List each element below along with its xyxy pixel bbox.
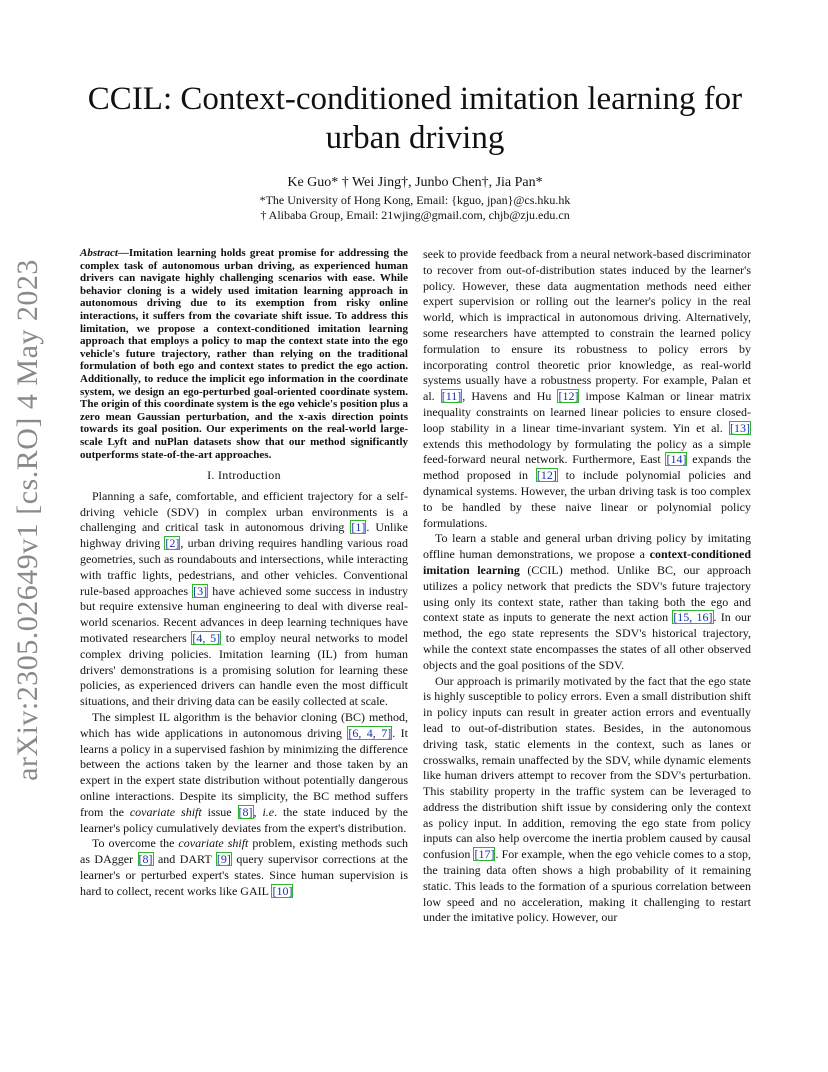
citation-link[interactable]: [10]: [272, 883, 293, 898]
text-run: Our approach is primarily motivated by the fact that the ego state is highly susceptible to policy errors. Even a small distribution shift in policy inputs can result in greater action errors and eventually lead to out-of-distribution states. Besides, in the autonomous driving task, static elements in the context, such as lanes or crosswalks, remain unaffected by the SDV, while dynamic elements like human drivers attempt to recover from the SDV's perturbation. This stability property in the traffic system can be leveraged to address the distribution shift issue by considering only the context as policy input. In addition, removing the ego state from policy inputs can also help overcome the inertia problem caused by causal confusion: [423, 673, 751, 862]
text-run: have achieved some success in industry but require extensive human engineering to deal with diverse real-world scenarios. Recent advances in deep learning techniques have motivated researchers: [80, 583, 408, 646]
citation-link[interactable]: [13]: [730, 420, 750, 435]
left-column: [80, 247, 408, 900]
text-run: . In our method, the ego state represents the SDV's historical trajectory, while the context state encompasses the states of all other observed objects and the goal positions of the SDV.: [423, 610, 751, 672]
text-run: to employ neural networks to model complex driving policies. Imitation learning (IL) from human drivers' demonstrations is a promising solution for learning these policies, as experienced drivers can handle even the most difficult situations, and their driving data can be easily collected at scale.: [80, 631, 408, 709]
text-run: and DART: [153, 852, 216, 867]
affiliation-alibaba: † Alibaba Group, Email: 21wjing@gmail.com, chjb@zju.edu.cn: [260, 208, 570, 222]
body-paragraph: [80, 489, 408, 710]
right-body-text: [423, 247, 751, 926]
text-run: . Unlike highway driving: [80, 520, 408, 551]
body-paragraph: [423, 674, 751, 927]
citation-link[interactable]: [17]: [474, 847, 495, 862]
affiliation-hku: *The University of Hong Kong, Email: {kguo, jpan}@cs.hku.hk: [259, 193, 571, 207]
citation-link[interactable]: [1]: [351, 520, 366, 535]
citation-link[interactable]: [3]: [193, 583, 208, 598]
text-run: query supervisor corrections at the learner's or perturbed expert's states. Since human supervision is hard to collect, recent works like GAIL: [80, 852, 408, 898]
body-paragraph: [80, 710, 408, 836]
text-run: Planning a safe, comfortable, and efficient trajectory for a self-driving vehicle (SDV) in complex urban environments is a challenging and critical task in autonomous driving: [80, 488, 408, 535]
text-run: . the state induced by the learner's policy cumulatively deviates from the expert's distribution.: [80, 804, 408, 835]
paper-title: CCIL: Context-conditioned imitation learning for urban driving: [87, 81, 743, 156]
section-heading-introduction: I. Introduction: [207, 468, 281, 483]
author-list: Ke Guo* † Wei Jing†, Junbo Chen†, Jia Pan*: [287, 175, 543, 190]
citation-link[interactable]: [12]: [558, 389, 579, 404]
text-run: issue: [201, 804, 238, 819]
body-paragraph: [423, 531, 751, 673]
arxiv-stamp: [8, 259, 48, 781]
citation-link[interactable]: [14]: [666, 452, 687, 467]
emphasis-text: i.e: [262, 804, 275, 819]
citation-link[interactable]: [9]: [216, 852, 231, 867]
arxiv-stamp-text: arXiv:2305.02649v1 [cs.RO] 4 May 2023: [11, 259, 44, 781]
body-paragraph: [423, 247, 751, 531]
text-run: expands the method proposed in: [423, 452, 752, 483]
text-run: to include polynomial policies and dynamical systems. However, the urban driving task is too complex to be handled by these naive linear or polynomial policy formulations.: [423, 468, 751, 530]
text-run: . For example, when the ego vehicle comes to a stop, the training data often shows a high probability of it remaining static. This leads to the formation of a spurious correlation between low speed and no acceleration, making it challenging to restart under the imitative policy. However, our: [423, 847, 752, 925]
left-body-text: [80, 489, 408, 900]
body-paragraph: [80, 836, 408, 899]
citation-link[interactable]: [8]: [238, 804, 253, 819]
text-run: To overcome the: [92, 836, 179, 851]
citation-link[interactable]: [15, 16]: [673, 610, 713, 625]
text-run: impose Kalman or linear matrix inequality constraints on learned linear policies to ensure closed-loop stability in a linear time-invariant system. Yin et al.: [423, 389, 751, 435]
text-run: , urban driving requires handling various road geometries, such as roundabouts and intersections, while interacting with traffic lights, pedestrians, and other vehicles. Conventional rule-based approaches: [80, 536, 408, 598]
text-run: , Havens and Hu: [462, 389, 558, 404]
citation-link[interactable]: [6, 4, 7]: [348, 725, 392, 740]
text-run: problem, existing methods such as DAgger: [80, 836, 408, 867]
emphasis-text: covariate shift: [178, 836, 249, 851]
text-run: seek to provide feedback from a neural network-based discriminator to recover from out-of-distribution states induced by the learner's policy. However, these data augmentation methods need either expert supervision or rolling out the learner's policy in the real world, which is impractical in autonomous driving. Alternatively, some researchers have attempted to constrain the learned policy formulation to ensure its robustness to policy errors by incorporating control theoretic prior knowledge, as real-world systems usually have a robustness property. For example, Palan et al.: [423, 247, 751, 404]
text-run: ,: [253, 804, 263, 819]
citation-link[interactable]: [11]: [441, 389, 462, 404]
citation-link[interactable]: [4, 5]: [192, 631, 221, 646]
abstract-text: —Imitation learning holds great promise for addressing the complex task of autonomous urban driving, as experienced human drivers can navigate highly challenging scenarios with ease. While behavior cloning is a widely used imitation learning approach in autonomous driving due to its exemption from risky online interactions, it suffers from the covariate shift issue. To address this limitation, we propose a context-conditioned imitation learning approach that employs a policy to map the context state into the ego vehicle's future trajectory, rather than relying on the traditional formulation of both ego and context states to predict the ego action. Additionally, to reduce the implicit ego information in the coordinate system, we design an ego-perturbed goal-oriented coordinate system. The origin of this coordinate system is the ego vehicle's position plus a zero mean Gaussian perturbation, and the x-axis direction points towards its goal position. Our experiments on the real-world large-scale Lyft and nuPlan datasets show that our method significantly outperforms state-of-the-art approaches.: [80, 247, 408, 461]
abstract: [80, 247, 408, 461]
citation-link[interactable]: [12]: [536, 468, 557, 483]
citation-link[interactable]: [8]: [138, 852, 153, 867]
text-run: (CCIL) method. Unlike BC, our approach utilizes a policy network that predicts the SDV's future trajectory using only its context state, rather than taking both the ego and context state as inputs to generate the next action: [423, 562, 751, 625]
text-run: extends this methodology by formulating the policy as a simple feed-forward neural network. Furthermore, East: [423, 436, 751, 467]
bold-text: context-conditioned imitation learning: [423, 547, 751, 577]
text-run: To learn a stable and general urban driving policy by imitating offline human demonstrations, we propose a: [423, 531, 751, 562]
citation-link[interactable]: [2]: [165, 536, 180, 551]
text-run: The simplest IL algorithm is the behavior cloning (BC) method, which has wide applications in autonomous driving: [80, 710, 408, 740]
text-run: . It learns a policy in a supervised fashion by minimizing the difference between the actions taken by the learner and those taken by an expert in the expert state distribution without potentially dangerous online interactions. Despite its simplicity, the BC method suffers from the: [80, 725, 409, 819]
emphasis-text: covariate shift: [129, 804, 202, 819]
right-column: [423, 247, 751, 926]
abstract-label: Abstract: [80, 247, 118, 259]
